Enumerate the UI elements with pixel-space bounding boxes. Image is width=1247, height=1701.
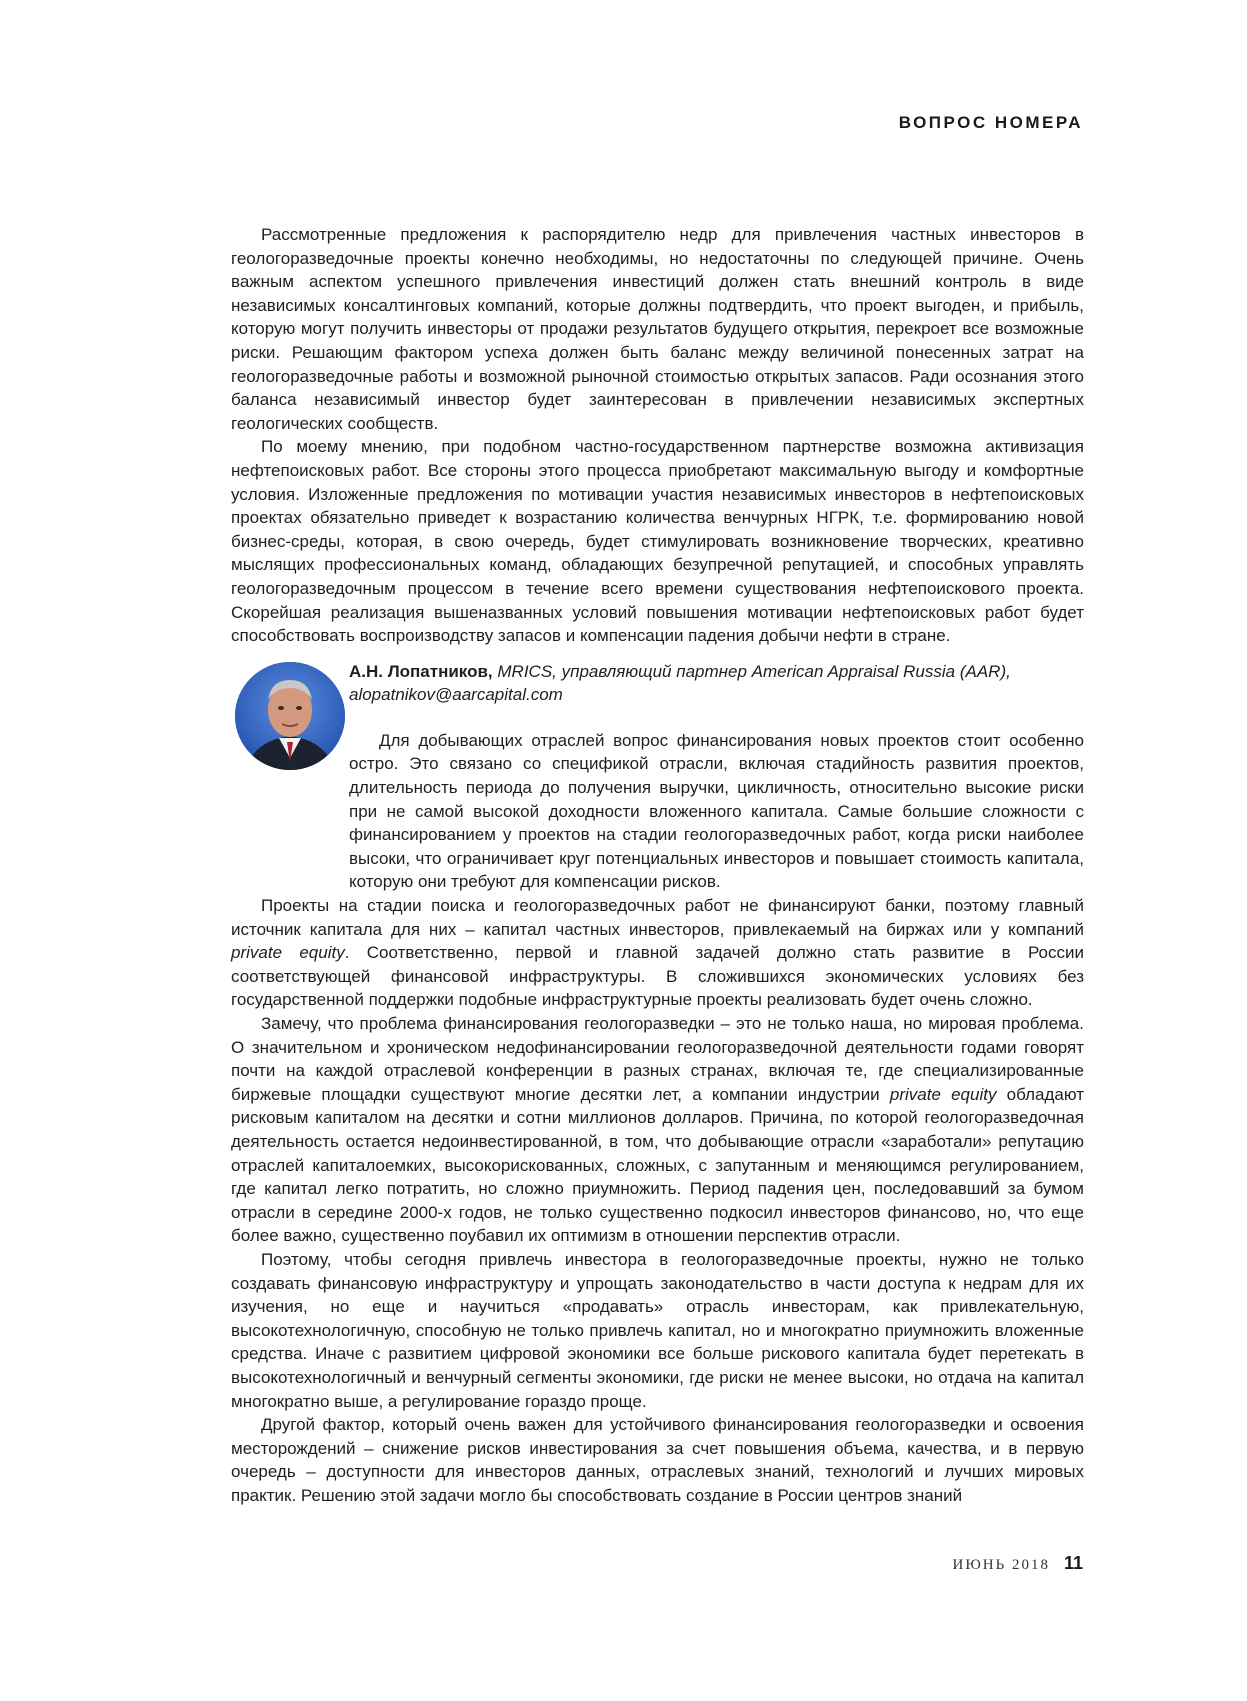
intro-paragraph-2: По моему мнению, при подобном частно-государственном партнерстве возможна активизация нефтепоисковых работ. Все стороны этого процесса приобретают максимальную выгоду и комфортные условия. Изложенные предложения по мотивации участия независимых инвесторов в нефтепоисковых проектах обязательно приведет к возрастанию количества венчурных НГРК, т.е. формированию новой бизнес-среды, которая, в свою очередь, будет стимулировать возникновение творческих, креативно мыслящих профессиональных команд, обладающих безупречной репутацией, и способных управлять геологоразведочным процессом в течение всего времени существования нефтепоискового проекта. Скорейшая реализация вышеназванных условий повышения мотивации нефтепоисковых работ будет способствовать воспроизводству запасов и компенсации падения добычи нефти в стране. — [231, 437, 1084, 646]
body-paragraph-5: Другой фактор, который очень важен для устойчивого финансирования геологоразведки и освоения месторождений – снижение рисков инвестирования за счет повышения объема, качества, и в первую очередь – доступности для инвесторов данных, отраслевых знаний, технологий и лучших мировых практик. Решению этой задачи могло бы способствовать создание в России центров знаний — [231, 1415, 1084, 1505]
body-paragraph-3: Замечу, что проблема финансирования геологоразведки – это не только наша, но мировая проблема. О значительном и хроническом недофинансировании геологоразведочной деятельности годами говорят почти на каждой отраслевой конференции в разных странах, включая те, где специализированные биржевые площадки существуют многие десятки лет, а компании индустрии private equity обладают рисковым капиталом на десятки и сотни миллионов долларов. Причина, по которой геологоразведочная деятельность остается недоинвестированной, в том, что добывающие отрасли «заработали» репутацию отраслей капиталоемких, высокорискованных, сложных, с запутанным и меняющимся регулированием, где капитал легко потратить, но сложно приумножить. Период падения цен, последовавший за бумом отрасли в середине 2000-х годов, не только существенно подкосил инвесторов финансово, но, что еще более важно, существенно поубавил их оптимизм в отношении перспектив отрасли. — [231, 1014, 1084, 1246]
intro-paragraph-1: Рассмотренные предложения к распорядителю недр для привлечения частных инвесторов в геологоразведочные проекты конечно необходимы, но недостаточны по следующей причине. Очень важным аспектом успешного привлечения инвестиций должен стать внешний контроль в виде независимых консалтинговых компаний, которые должны подтвердить, что проект выгоден, и прибыль, которую могут получить инвесторы от продажи результатов будущего открытия, перекроет все возможные риски. Решающим фактором успеха должен быть баланс между величиной понесенных затрат на геологоразведочные работы и возможной рыночной стоимостью открытых запасов. Ради осознания этого баланса независимый инвестор будет заинтересован в привлечении независимых экспертных геологических сообществ. — [231, 225, 1084, 433]
footer-date: ИЮНЬ 2018 — [952, 1557, 1050, 1573]
body-paragraph-4: Поэтому, чтобы сегодня привлечь инвестора в геологоразведочные проекты, нужно не только создавать финансовую инфраструктуру и упрощать законодательство в части доступа к недрам для их изучения, но еще и научиться «продавать» отрасль инвесторам, как привлекательную, высокотехнологичную, способную не только привлечь капитал, но и многократно приумножить вложенные средства. Иначе с развитием цифровой экономики все больше рискового капитала будет перетекать в высокотехнологичный и венчурный сегменты экономики, где риски не менее высоки, но отдача на капитал многократно выше, а регулирование гораздо проще. — [231, 1249, 1084, 1411]
author-email: alopatnikov@aarcapital.com — [349, 685, 563, 705]
body-paragraph-2: Проекты на стадии поиска и геологоразведочных работ не финансируют банки, поэтому главный источник капитала для них – капитал частных инвесторов, привлекаемый на биржах или у компаний private equity. Соответственно, первой и главной задачей должно стать развитие в России соответствующей финансовой инфраструктуры. В сложившихся экономических условиях без государственной поддержки подобные инфраструктурные проекты реализовать будет очень сложно. — [231, 896, 1084, 1010]
section-header: ВОПРОС НОМЕРА — [898, 113, 1083, 132]
author-portrait — [235, 662, 345, 770]
author-portrait-image — [235, 662, 345, 770]
body-paragraph-1-start: Для добывающих отраслей вопрос финансирования новых проектов стоит особенно остро. Это связано со спецификой отрасли, включая стадийность развития проектов, длительность периода до получения выручки, цикличность, относительно высокие риски при не самой высокой доходности вложенного капитала. Самые большие сложности с финансированием у проектов на стадии геологоразведочных работ, когда риски наиболее высоки, что ограничивает круг потенциальных инвесторов и повышает стоимость капитала, которую они требуют для компенсации рисков. — [349, 730, 1084, 892]
page-footer — [953, 1553, 1083, 1574]
author-role: MRICS, управляющий партнер American Appraisal Russia (AAR), — [497, 661, 1011, 681]
author-info — [349, 660, 1084, 707]
page-number: 11 — [1063, 1553, 1083, 1573]
article-body — [231, 223, 1084, 1507]
author-name: А.Н. Лопатников, — [349, 661, 493, 681]
